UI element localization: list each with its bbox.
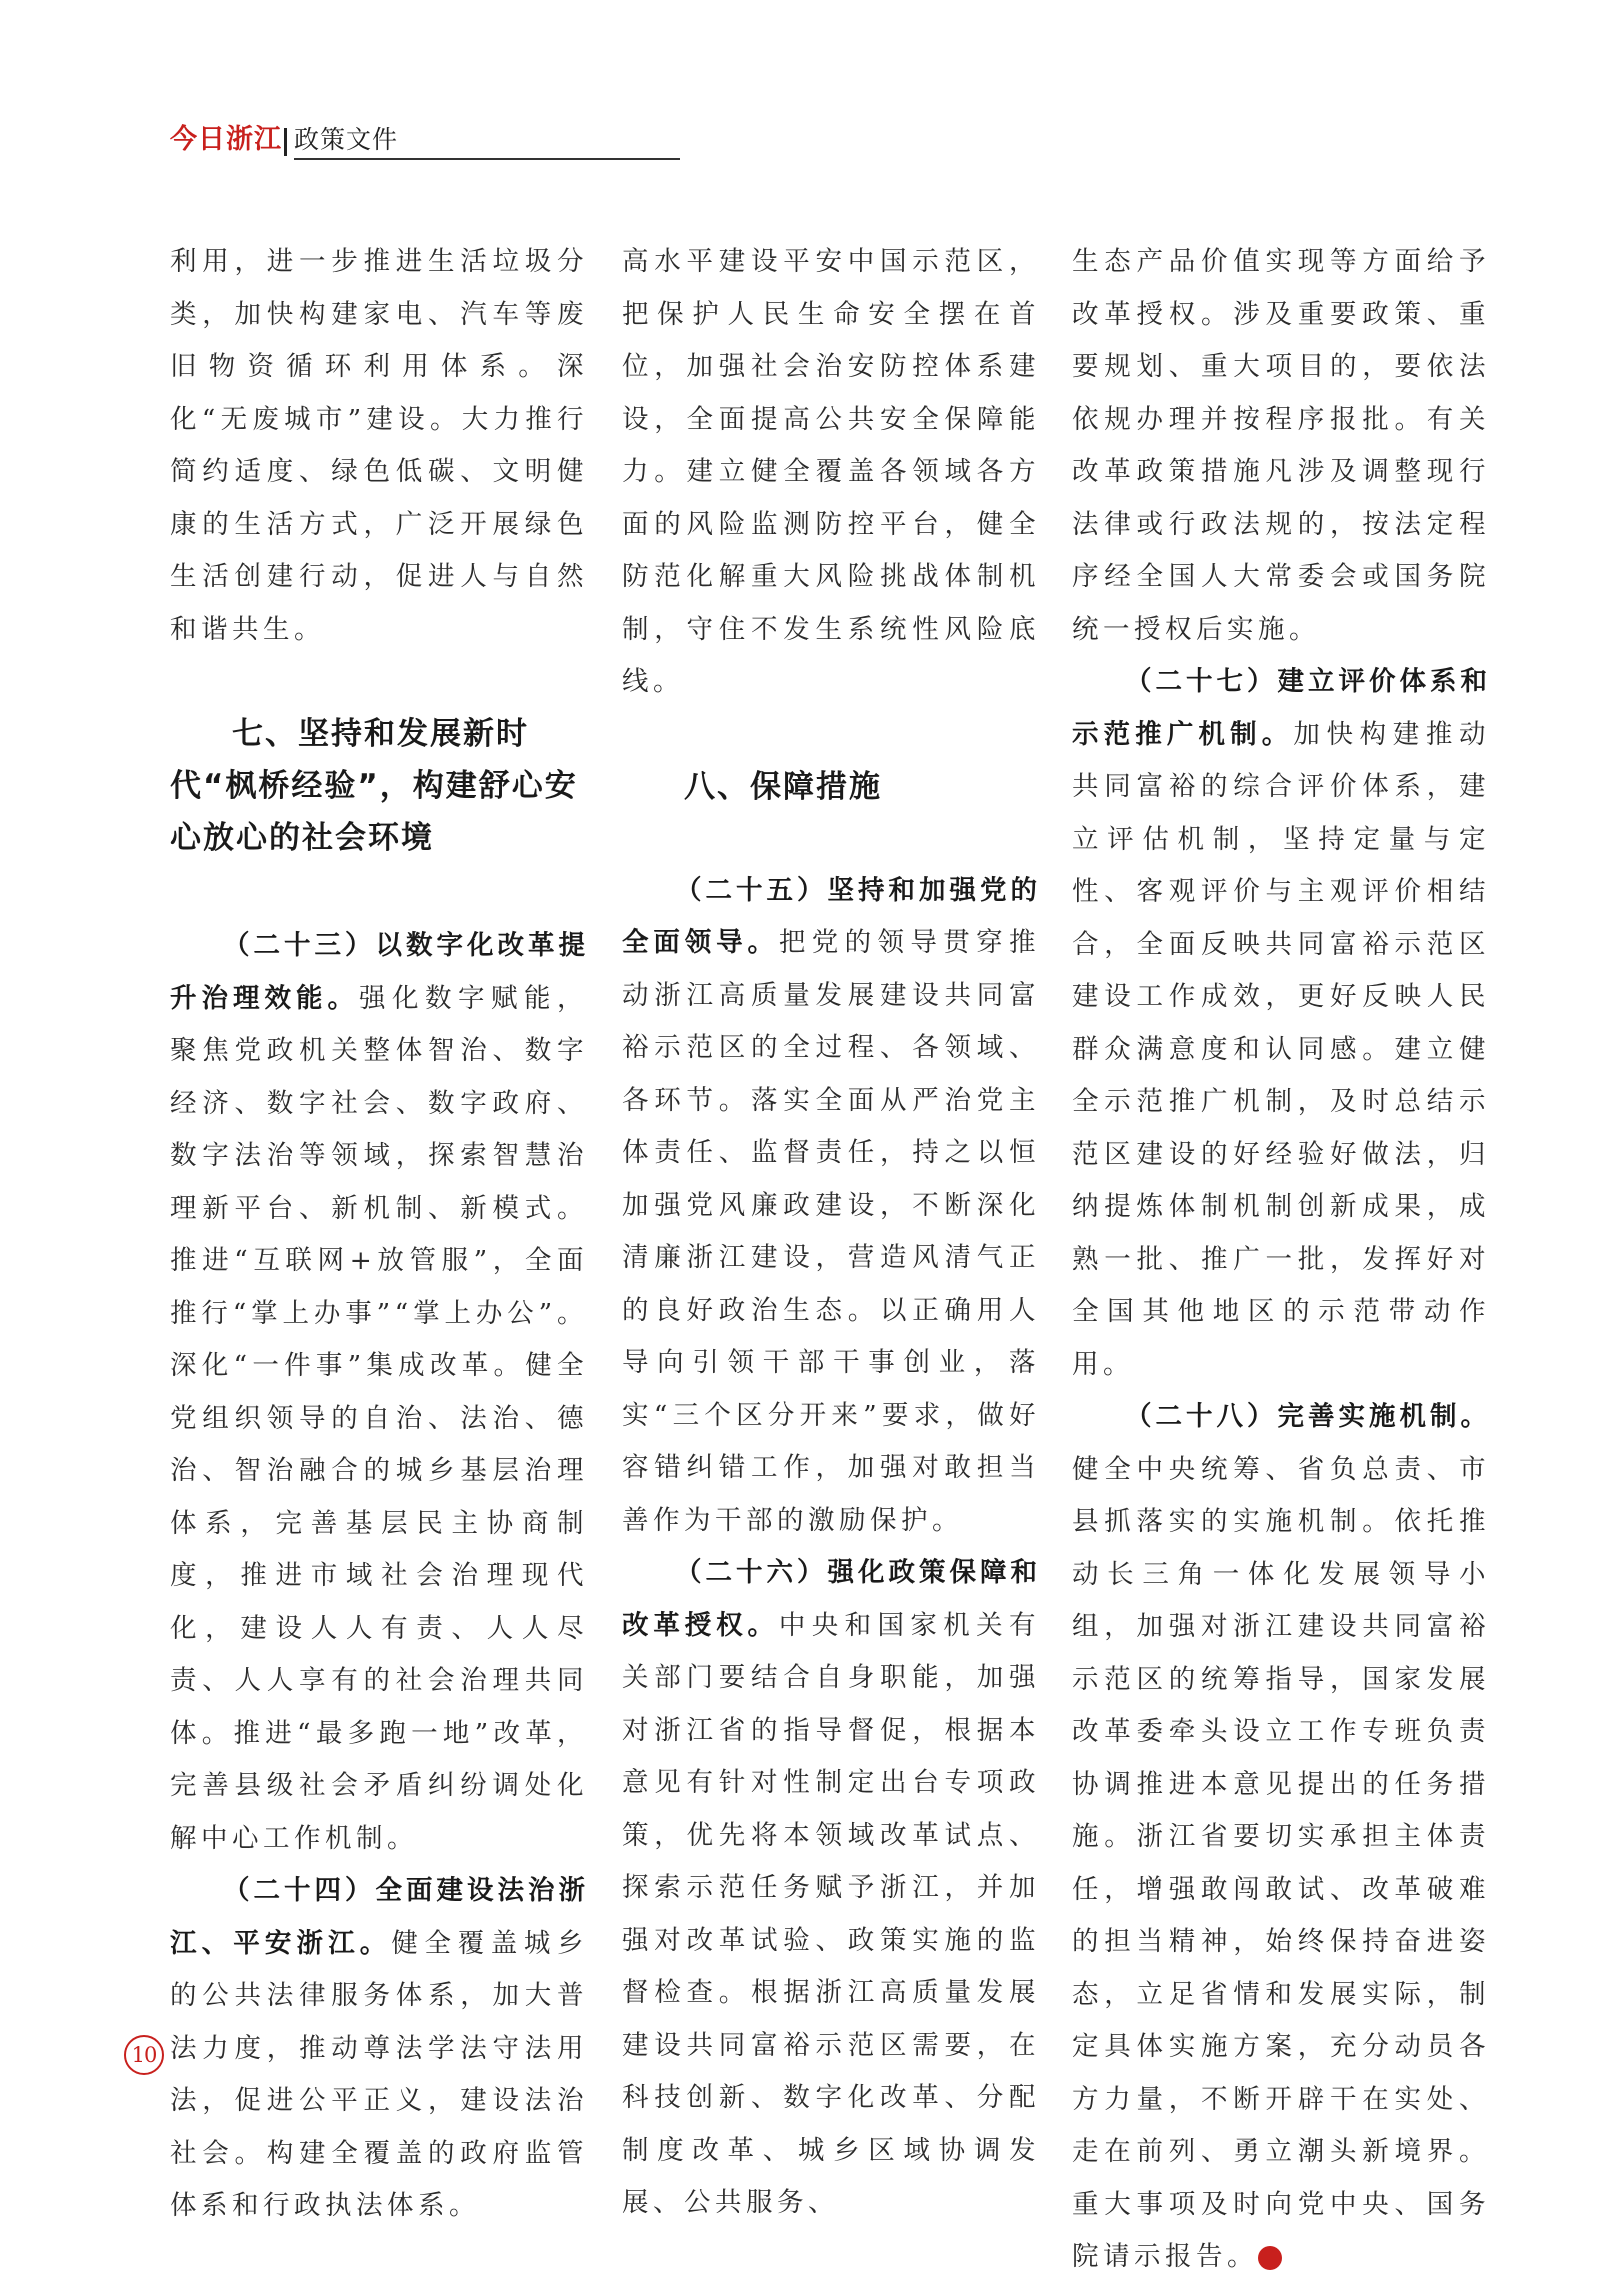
paragraph-24-body: 健全覆盖城乡的公共法律服务体系，加大普法力度，推动尊法学法守法用法，促进公平正义，建设法治社会。构建全覆盖的政府监管体系和行政执法体系。 xyxy=(170,1927,588,2221)
header-rule xyxy=(294,158,680,160)
paragraph-28 xyxy=(1072,1391,1490,2284)
magazine-logo: 今日浙江 xyxy=(170,124,282,155)
paragraph-28-body: 健全中央统筹、省负总责、市县抓落实的实施机制。依托推动长三角一体化发展领导小组，加强对浙江建设共同富裕示范区的统筹指导，国家发展改革委牵头设立工作专班负责协调推进本意见提出的任务措施。浙江省要切实承担主体责任，增强敢闯敢试、改革破难的担当精神，始终保持奋进姿态，立足省情和发展实际，制定具体实施方案，充分动员各方力量，不断开辟干在实处、走在前列、勇立潮头新境界。重大事项及时向党中央、国务院请示报告。 xyxy=(1072,1453,1490,2272)
paragraph-27-title: （二十七）建立评价体系和示范推广机制。 xyxy=(1072,666,1490,750)
paragraph-25 xyxy=(622,865,1040,1548)
heading-section-8: 八、保障措施 xyxy=(684,768,882,805)
text-column-1 xyxy=(170,236,588,2233)
paragraph-24-title: （二十四）全面建设法治浙江、平安浙江。 xyxy=(170,1875,588,1959)
paragraph-26-title: （二十六）强化政策保障和改革授权。 xyxy=(622,1557,1040,1641)
section-title: 政策文件 xyxy=(294,125,399,154)
heading-section-7: 七、坚持和发展新时代“枫桥经验”，构建舒心安心放心的社会环境 xyxy=(170,716,578,856)
page-header xyxy=(170,124,510,158)
page-number: 10 xyxy=(124,2035,164,2075)
paragraph-23-title: （二十三）以数字化改革提升治理效能。 xyxy=(170,930,588,1014)
paragraph-27-body: 加快构建推动共同富裕的综合评价体系，建立评估机制，坚持定量与定性、客观评价与主观评价相结合，全面反映共同富裕示范区建设工作成效，更好反映人民群众满意度和认同感。建立健全示范推广机制，及时总结示范区建设的好经验好做法，归纳提炼体制机制创新成果，成熟一批、推广一批，发挥好对全国其他地区的示范带动作用。 xyxy=(1072,718,1490,1380)
paragraph-25-title: （二十五）坚持和加强党的全面领导。 xyxy=(622,874,1040,958)
end-mark-icon: 今 xyxy=(1258,2246,1282,2270)
text-column-3 xyxy=(1072,236,1490,2284)
paragraph: 高水平建设平安中国示范区，把保护人民生命安全摆在首位，加强社会治安防控体系建设，全面提高公共安全保障能力。建立健全覆盖各领域各方面的风险监测防控平台，健全防范化解重大风险挑战体制机制，守住不发生系统性风险底线。 xyxy=(622,246,1040,697)
paragraph: 利用，进一步推进生活垃圾分类，加快构建家电、汽车等废旧物资循环利用体系。深化“无废城市”建设。大力推行简约适度、绿色低碳、文明健康的生活方式，广泛开展绿色生活创建行动，促进人与自然和谐共生。 xyxy=(170,246,588,645)
paragraph: 生态产品价值实现等方面给予改革授权。涉及重要政策、重要规划、重大项目的，要依法依规办理并按程序报批。有关改革政策措施凡涉及调整现行法律或行政法规的，按法定程序经全国人大常委会或国务院统一授权后实施。 xyxy=(1072,246,1490,645)
paragraph-27 xyxy=(1072,656,1490,1391)
text-column-2 xyxy=(622,236,1040,2230)
paragraph-25-body: 把党的领导贯穿推动浙江高质量发展建设共同富裕示范区的全过程、各领域、各环节。落实全面从严治党主体责任、监督责任，持之以恒加强党风廉政建设，不断深化清廉浙江建设，营造风清气正的良好政治生态。以正确用人导向引领干部干事创业，落实“三个区分开来”要求，做好容错纠错工作，加强对敢担当善作为干部的激励保护。 xyxy=(622,927,1040,1536)
paragraph-26-body: 中央和国家机关有关部门要结合自身职能，加强对浙江省的指导督促，根据本意见有针对性制定出台专项政策，优先将本领域改革试点、探索示范任务赋予浙江，并加强对改革试验、政策实施的监督检查。根据浙江高质量发展建设共同富裕示范区需要，在科技创新、数字化改革、分配制度改革、城乡区域协调发展、公共服务、 xyxy=(622,1609,1040,2218)
paragraph-28-title: （二十八）完善实施机制。 xyxy=(1125,1401,1490,1432)
paragraph-26 xyxy=(622,1547,1040,2230)
header-divider xyxy=(284,128,287,156)
paragraph-23-body: 强化数字赋能，聚焦党政机关整体智治、数字经济、数字社会、数字政府、数字法治等领域，探索智慧治理新平台、新机制、新模式。推进“互联网+放管服”，全面推行“掌上办事”“掌上办公”。深化“一件事”集成改革。健全党组织领导的自治、法治、德治、智治融合的城乡基层治理体系，完善基层民主协商制度，推进市域社会治理现代化，建设人人有责、人人尽责、人人享有的社会治理共同体。推进“最多跑一地”改革，完善县级社会矛盾纠纷调处化解中心工作机制。 xyxy=(170,982,588,1854)
paragraph-23 xyxy=(170,920,588,1865)
paragraph-24 xyxy=(170,1865,588,2233)
